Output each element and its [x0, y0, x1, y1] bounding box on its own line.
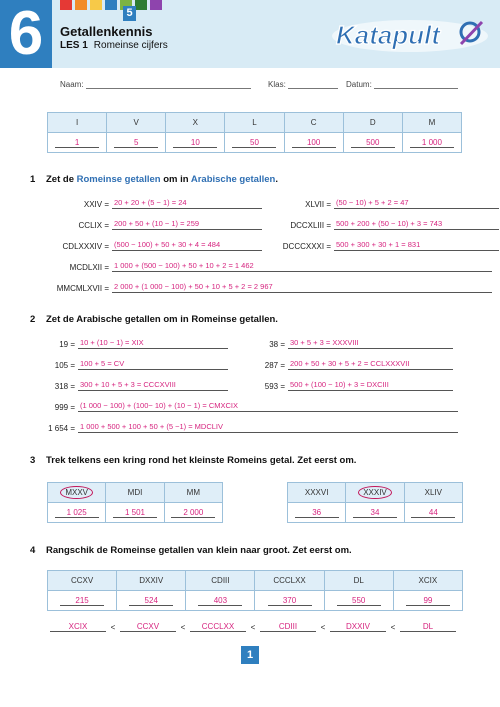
answer: 1 000 + 500 + 100 + 50 + (5 −1) = MDCLIV: [78, 422, 458, 433]
ex4-header-cell: CCCLXX: [255, 571, 324, 591]
ex4-value-cell: 403: [186, 591, 255, 611]
question: 593 =: [264, 382, 285, 391]
ref_table-header-cell: D: [343, 113, 402, 133]
question: 19 =: [59, 340, 75, 349]
ref_table-value-cell: 100: [284, 133, 343, 153]
exercise-row: [250, 359, 453, 370]
ex3-table_a-value-cell: 2 000: [164, 503, 222, 523]
ref_table-value-cell: 1: [48, 133, 107, 153]
exercise-4-heading: 4 Rangschik de Romeinse getallen van klein naar groot. Zet eerst om.: [30, 545, 352, 556]
color-swatch: [105, 0, 117, 10]
answer: 2 000 + (1 000 − 100) + 50 + 10 + 5 + 2 = 2 967: [112, 282, 492, 293]
answer: 10 + (10 − 1) = XIX: [78, 338, 228, 349]
question: 105 =: [54, 361, 75, 370]
order-slot: DL: [400, 622, 456, 632]
page-number: 1: [241, 646, 259, 664]
ex3-table_a-header-cell: [48, 483, 106, 503]
exercise-row: [250, 219, 499, 230]
ex4-header-cell: CDIII: [186, 571, 255, 591]
lesson-title: Romeinse cijfers: [93, 40, 168, 51]
ref_table-header-cell: L: [225, 113, 284, 133]
exercise-2-heading: 2 Zet de Arabische getallen om in Romeinse getallen.: [30, 314, 278, 325]
less-than-sign: <: [250, 623, 256, 632]
ex3-table_a-value-cell: 1 501: [106, 503, 164, 523]
date-field: Datum:: [346, 80, 458, 89]
exercise-1-heading: 1 Zet de Romeinse getallen om in Arabische getallen.: [30, 174, 278, 185]
exercise-row: [46, 422, 458, 433]
exercise-row: [46, 282, 492, 293]
class-field: Klas:: [268, 80, 338, 89]
color-swatch: [75, 0, 87, 10]
exercise-row: [46, 338, 228, 349]
ex3-table_b-value-cell: 36: [288, 503, 346, 523]
order-slot: CDIII: [260, 622, 316, 632]
ex3-table_a-value-cell: 1 025: [48, 503, 106, 523]
color-swatch: [150, 0, 162, 10]
ex4-value-cell: 99: [393, 591, 462, 611]
ex4-value-cell: 215: [48, 591, 117, 611]
answer: 500 + 300 + 30 + 1 = 831: [334, 240, 499, 251]
question: XXIV =: [83, 200, 109, 209]
ref_table-value-cell: 1 000: [402, 133, 461, 153]
color-swatch: [135, 0, 147, 10]
order-slot: XCIX: [50, 622, 106, 632]
exercise-3-heading: 3 Trek telkens een kring rond het kleinste Romeins getal. Zet eerst om.: [30, 455, 357, 466]
ordering-answer-line: [50, 622, 456, 632]
exercise-row: [250, 338, 453, 349]
color-swatch: [60, 0, 72, 10]
exercise-row: [250, 198, 499, 209]
question: DCCXLIII =: [290, 221, 331, 230]
question: 999 =: [54, 403, 75, 412]
answer: 100 + 5 = CV: [78, 359, 228, 370]
circled-smallest: XXXIV: [358, 486, 392, 499]
circled-smallest: MXXV: [60, 486, 93, 499]
order-slot: CCCLXX: [190, 622, 246, 632]
exercise-3-table-a: [47, 482, 223, 523]
question: 1 654 =: [48, 424, 75, 433]
question: CDLXXXIV =: [62, 242, 109, 251]
ex3-table_b-header-cell: [346, 483, 404, 503]
answer: 200 + 50 + (10 − 1) = 259: [112, 219, 262, 230]
color-swatch: [90, 0, 102, 10]
answer: (1 000 − 100) + (100− 10) + (10 − 1) = CMXCIX: [78, 401, 458, 412]
page-header: [0, 0, 500, 68]
grade-number: 6: [0, 0, 52, 68]
ref_table-header-cell: V: [107, 113, 166, 133]
answer: 500 + (100 − 10) + 3 = DXCIII: [288, 380, 453, 391]
order-slot: CCXV: [120, 622, 176, 632]
ref_table-value-cell: 10: [166, 133, 225, 153]
name-field: Naam:: [60, 80, 251, 89]
less-than-sign: <: [320, 623, 326, 632]
less-than-sign: <: [390, 623, 396, 632]
exercise-row: [46, 380, 228, 391]
exercise-3-table-b: [287, 482, 463, 523]
question: DCCCXXXI =: [282, 242, 331, 251]
exercise-row: [46, 359, 228, 370]
katapult-logo: [330, 14, 492, 54]
question: XLVII =: [305, 200, 331, 209]
ref_table-header-cell: M: [402, 113, 461, 133]
answer: 500 + 200 + (50 − 10) + 3 = 743: [334, 219, 499, 230]
answer: 30 + 5 + 3 = XXXVIII: [288, 338, 453, 349]
ex4-header-cell: CCXV: [48, 571, 117, 591]
color-swatches: [60, 0, 162, 10]
ex3-table_b-value-cell: 34: [346, 503, 404, 523]
ex3-table_b-header-cell: XLIV: [404, 483, 462, 503]
question: MMCMLXVII =: [56, 284, 109, 293]
less-than-sign: <: [110, 623, 116, 632]
ex4-header-cell: DL: [324, 571, 393, 591]
ex4-value-cell: 550: [324, 591, 393, 611]
exercise-row: [250, 240, 499, 251]
ex3-table_a-header-cell: MDI: [106, 483, 164, 503]
question: MCDLXII =: [69, 263, 109, 272]
ref_table-value-cell: 5: [107, 133, 166, 153]
subject-title: Getallenkennis: [60, 24, 153, 39]
exercise-row: [46, 401, 458, 412]
ex3-table_b-value-cell: 44: [404, 503, 462, 523]
roman-reference-table: [47, 112, 462, 153]
ref_table-header-cell: X: [166, 113, 225, 133]
ex4-header-cell: DXXIV: [117, 571, 186, 591]
ex4-value-cell: 524: [117, 591, 186, 611]
question: 287 =: [264, 361, 285, 370]
answer: 200 + 50 + 30 + 5 + 2 = CCLXXXVII: [288, 359, 453, 370]
question: 38 =: [269, 340, 285, 349]
ex4-header-cell: XCIX: [393, 571, 462, 591]
exercise-row: [250, 380, 453, 391]
order-slot: DXXIV: [330, 622, 386, 632]
svg-text:Katapult: Katapult: [336, 20, 440, 50]
exercise-row: [46, 219, 262, 230]
ex3-table_b-header-cell: XXXVI: [288, 483, 346, 503]
ex4-value-cell: 370: [255, 591, 324, 611]
answer: (50 − 10) + 5 + 2 = 47: [334, 198, 499, 209]
question: CCLIX =: [78, 221, 109, 230]
exercise-4-table: [47, 570, 463, 611]
answer: 20 + 20 + (5 − 1) = 24: [112, 198, 262, 209]
ref_table-value-cell: 50: [225, 133, 284, 153]
ref_table-value-cell: 500: [343, 133, 402, 153]
less-than-sign: <: [180, 623, 186, 632]
question: 318 =: [54, 382, 75, 391]
answer: (500 − 100) + 50 + 30 + 4 = 484: [112, 240, 262, 251]
lesson-line: [60, 40, 168, 51]
lesson-label: LES 1: [60, 40, 88, 51]
lesson-badge: 5: [123, 6, 136, 21]
exercise-row: [46, 261, 492, 272]
exercise-row: [46, 240, 262, 251]
answer: 1 000 + (500 − 100) + 50 + 10 + 2 = 1 462: [112, 261, 492, 272]
ref_table-header-cell: I: [48, 113, 107, 133]
answer: 300 + 10 + 5 + 3 = CCCXVIII: [78, 380, 228, 391]
exercise-row: [46, 198, 262, 209]
ex3-table_a-header-cell: MM: [164, 483, 222, 503]
ref_table-header-cell: C: [284, 113, 343, 133]
